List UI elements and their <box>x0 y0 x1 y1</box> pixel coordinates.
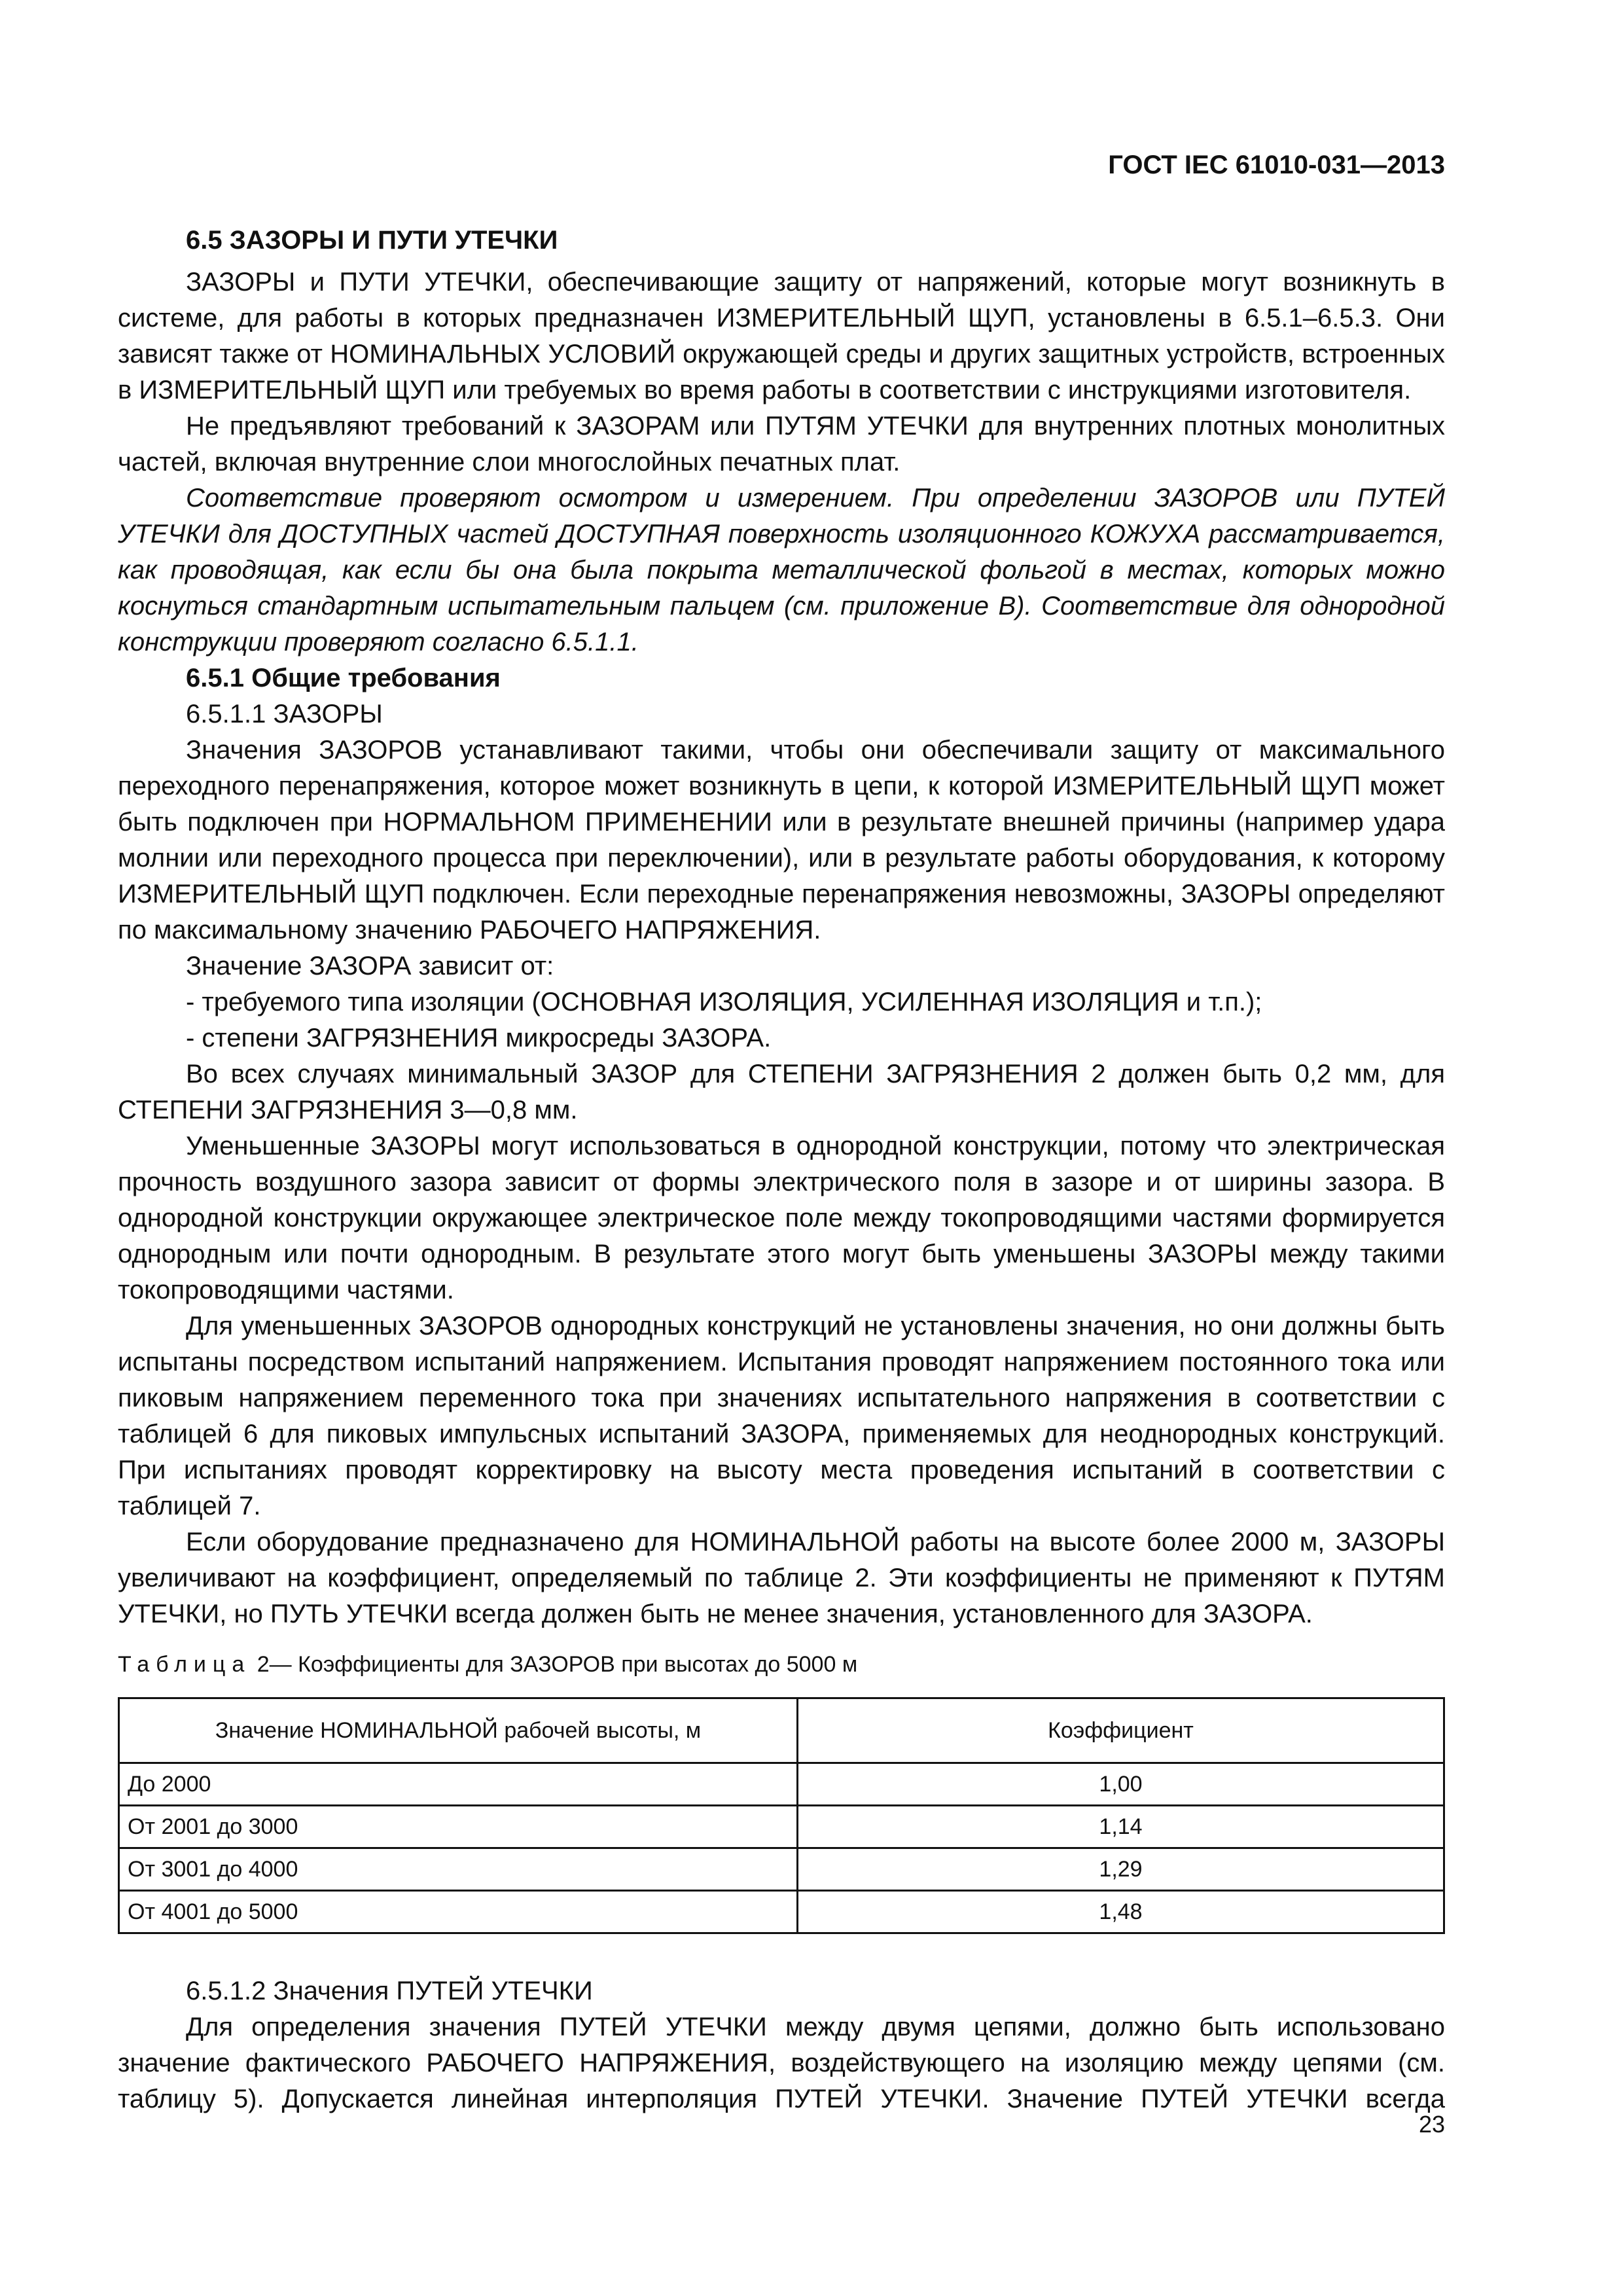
subsubsection-title: 6.5.1.2 Значения ПУТЕЙ УТЕЧКИ <box>186 1977 593 2005</box>
paragraph: ЗАЗОРЫ и ПУТИ УТЕЧКИ, обеспечивающие защиту от напряжений, которые могут возникнуть в системе, для работы в которых предназначен ИЗМЕРИТЕЛЬНЫЙ ЩУП, установлены в 6.5.1–6.5.3. Они зависят также от НОМИНАЛЬНЫХ УСЛОВИЙ окружающей среды и других защитных устройств, встроенных в ИЗМЕРИТЕЛЬНЫЙ ЩУП или требуемых во время работы в соответствии с инструкциями изготовителя. <box>118 268 1445 404</box>
cell-factor: 1,29 <box>798 1848 1444 1891</box>
cell-height: От 2001 до 3000 <box>119 1806 798 1848</box>
compliance-paragraph: Соответствие проверяют осмотром и измерением. При определении ЗАЗОРОВ или ПУТЕЙ УТЕЧКИ для ДОСТУПНЫХ частей ДОСТУПНАЯ поверхность изоляционного КОЖУХА рассматривается, как проводящая, как если бы она была покрыта металлической фольгой в местах, которых можно коснуться стандартным испытательным пальцем (см. приложение В). Соответствие для однородной конструкции проверяют согласно 6.5.1.1. <box>118 484 1445 656</box>
standard-header: ГОСТ IEC 61010-031—2013 <box>1108 151 1445 179</box>
table-row <box>119 1806 1444 1848</box>
table-caption-text: 2— Коэффициенты для ЗАЗОРОВ при высотах до 5000 м <box>257 1652 858 1677</box>
cell-height: До 2000 <box>119 1763 798 1806</box>
table-row <box>119 1891 1444 1933</box>
paragraph: Уменьшенные ЗАЗОРЫ могут использоваться в однородной конструкции, потому что электрическая прочность воздушного зазора зависит от формы электрического поля в зазоре и от ширины зазора. В однородной конструкции окружающее электрическое поле между токопроводящими частями формируется однородным или почти однородным. В результате этого могут быть уменьшены ЗАЗОРЫ между такими токопроводящими частями. <box>118 1132 1445 1304</box>
section-title: 6.5 ЗАЗОРЫ И ПУТИ УТЕЧКИ <box>186 226 558 255</box>
paragraph: Если оборудование предназначено для НОМИНАЛЬНОЙ работы на высоте более 2000 м, ЗАЗОРЫ увеличивают на коэффициент, определяемый по таблице 2. Эти коэффициенты не применяют к ПУТЯМ УТЕЧКИ, но ПУТЬ УТЕЧКИ всегда должен быть не менее значения, установленного для ЗАЗОРА. <box>118 1528 1445 1628</box>
cell-height: От 3001 до 4000 <box>119 1848 798 1891</box>
column-header-factor: Коэффициент <box>798 1698 1444 1763</box>
list-item: - требуемого типа изоляции (ОСНОВНАЯ ИЗОЛЯЦИЯ, УСИЛЕННАЯ ИЗОЛЯЦИЯ и т.п.); <box>186 988 1262 1016</box>
paragraph: Во всех случаях минимальный ЗАЗОР для СТЕПЕНИ ЗАГРЯЗНЕНИЯ 2 должен быть 0,2 мм, для СТЕПЕНИ ЗАГРЯЗНЕНИЯ 3—0,8 мм. <box>118 1060 1445 1124</box>
list-item: - степени ЗАГРЯЗНЕНИЯ микросреды ЗАЗОРА. <box>186 1024 772 1052</box>
paragraph: Для определения значения ПУТЕЙ УТЕЧКИ между двумя цепями, должно быть использовано значение фактического РАБОЧЕГО НАПРЯЖЕНИЯ, воздействующего на изоляцию между цепями (см. таблицу 5). Допускается линейная интерполяция ПУТЕЙ УТЕЧКИ. Значение ПУТЕЙ УТЕЧКИ всегда <box>118 2013 1445 2113</box>
table-row <box>119 1763 1444 1806</box>
table-caption <box>118 1652 1445 1677</box>
table-header-row <box>119 1698 1444 1763</box>
table-row <box>119 1848 1444 1891</box>
paragraph: Для уменьшенных ЗАЗОРОВ однородных конструкций не установлены значения, но они должны быть испытаны посредством испытаний напряжением. Испытания проводят напряжением постоянного тока или пиковым напряжением переменного тока при значениях испытательного напряжения в соответствии с таблицей 6 для пиковых импульсных испытаний ЗАЗОРА, применяемых для неоднородных конструкций. При испытаниях проводят корректировку на высоту места проведения испытаний в соответствии с таблицей 7. <box>118 1312 1445 1520</box>
cell-factor: 1,48 <box>798 1891 1444 1933</box>
table-caption-label: Таблица <box>118 1652 251 1677</box>
subsection-title: 6.5.1 Общие требования <box>186 664 501 692</box>
altitude-factor-table <box>118 1697 1445 1934</box>
page-content <box>118 226 1445 2117</box>
column-header-height: Значение НОМИНАЛЬНОЙ рабочей высоты, м <box>119 1698 798 1763</box>
page-number: 23 <box>1418 2111 1445 2138</box>
list-intro: Значение ЗАЗОРА зависит от: <box>186 952 554 980</box>
cell-height: От 4001 до 5000 <box>119 1891 798 1933</box>
cell-factor: 1,00 <box>798 1763 1444 1806</box>
cell-factor: 1,14 <box>798 1806 1444 1848</box>
paragraph: Не предъявляют требований к ЗАЗОРАМ или ПУТЯМ УТЕЧКИ для внутренних плотных монолитных частей, включая внутренние слои многослойных печатных плат. <box>118 412 1445 476</box>
paragraph: Значения ЗАЗОРОВ устанавливают такими, чтобы они обеспечивали защиту от максимального переходного перенапряжения, которое может возникнуть в цепи, к которой ИЗМЕРИТЕЛЬНЫЙ ЩУП может быть подключен при НОРМАЛЬНОМ ПРИМЕНЕНИИ или в результате внешней причины (например удара молнии или переходного процесса при переключении), или в результате работы оборудования, к которому ИЗМЕРИТЕЛЬНЫЙ ЩУП подключен. Если переходные перенапряжения невозможны, ЗАЗОРЫ определяют по максимальному значению РАБОЧЕГО НАПРЯЖЕНИЯ. <box>118 736 1445 944</box>
subsubsection-title: 6.5.1.1 ЗАЗОРЫ <box>186 700 383 728</box>
